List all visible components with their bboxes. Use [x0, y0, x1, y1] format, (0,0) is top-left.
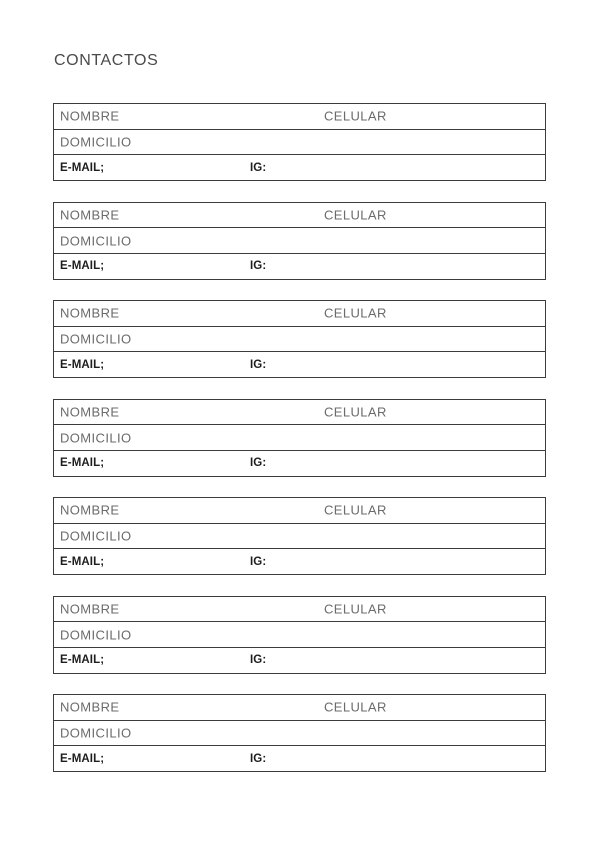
email-ig-row[interactable]: [54, 548, 545, 574]
contact-card: [53, 399, 546, 477]
contact-list: [53, 103, 546, 793]
celular-label: CELULAR: [324, 502, 387, 518]
domicilio-label: DOMICILIO: [60, 528, 132, 544]
contact-card: [53, 694, 546, 772]
name-phone-row[interactable]: [54, 597, 545, 622]
nombre-label: NOMBRE: [60, 601, 120, 617]
celular-label: CELULAR: [324, 404, 387, 420]
ig-label: IG:: [250, 555, 267, 568]
contact-card: [53, 300, 546, 378]
ig-label: IG:: [250, 358, 267, 371]
address-row[interactable]: [54, 621, 545, 647]
email-label: E-MAIL;: [60, 358, 105, 371]
page-title: CONTACTOS: [54, 52, 159, 69]
email-label: E-MAIL;: [60, 654, 105, 667]
address-row[interactable]: [54, 720, 545, 746]
nombre-label: NOMBRE: [60, 207, 120, 223]
email-ig-row[interactable]: [54, 154, 545, 180]
ig-label: IG:: [250, 161, 267, 174]
email-ig-row[interactable]: [54, 745, 545, 771]
name-phone-row[interactable]: [54, 203, 545, 228]
nombre-label: NOMBRE: [60, 305, 120, 321]
celular-label: CELULAR: [324, 207, 387, 223]
contact-card: [53, 202, 546, 280]
address-row[interactable]: [54, 424, 545, 450]
name-phone-row[interactable]: [54, 695, 545, 720]
contact-card: [53, 596, 546, 674]
name-phone-row[interactable]: [54, 498, 545, 523]
name-phone-row[interactable]: [54, 104, 545, 129]
domicilio-label: DOMICILIO: [60, 134, 132, 150]
ig-label: IG:: [250, 457, 267, 470]
domicilio-label: DOMICILIO: [60, 331, 132, 347]
nombre-label: NOMBRE: [60, 699, 120, 715]
celular-label: CELULAR: [324, 601, 387, 617]
celular-label: CELULAR: [324, 108, 387, 124]
address-row[interactable]: [54, 523, 545, 549]
email-ig-row[interactable]: [54, 450, 545, 476]
domicilio-label: DOMICILIO: [60, 430, 132, 445]
address-row[interactable]: [54, 227, 545, 253]
address-row[interactable]: [54, 129, 545, 155]
ig-label: IG:: [250, 260, 267, 273]
celular-label: CELULAR: [324, 305, 387, 321]
email-label: E-MAIL;: [60, 752, 105, 765]
domicilio-label: DOMICILIO: [60, 233, 132, 248]
ig-label: IG:: [250, 752, 267, 765]
nombre-label: NOMBRE: [60, 108, 120, 124]
email-ig-row[interactable]: [54, 351, 545, 377]
contact-card: [53, 103, 546, 181]
contact-card: [53, 497, 546, 575]
email-ig-row[interactable]: [54, 253, 545, 279]
email-label: E-MAIL;: [60, 260, 105, 273]
domicilio-label: DOMICILIO: [60, 627, 132, 642]
nombre-label: NOMBRE: [60, 404, 120, 420]
name-phone-row[interactable]: [54, 301, 545, 326]
email-label: E-MAIL;: [60, 161, 105, 174]
name-phone-row[interactable]: [54, 400, 545, 425]
email-label: E-MAIL;: [60, 555, 105, 568]
ig-label: IG:: [250, 654, 267, 667]
email-label: E-MAIL;: [60, 457, 105, 470]
address-row[interactable]: [54, 326, 545, 352]
nombre-label: NOMBRE: [60, 502, 120, 518]
email-ig-row[interactable]: [54, 647, 545, 673]
celular-label: CELULAR: [324, 699, 387, 715]
domicilio-label: DOMICILIO: [60, 725, 132, 741]
